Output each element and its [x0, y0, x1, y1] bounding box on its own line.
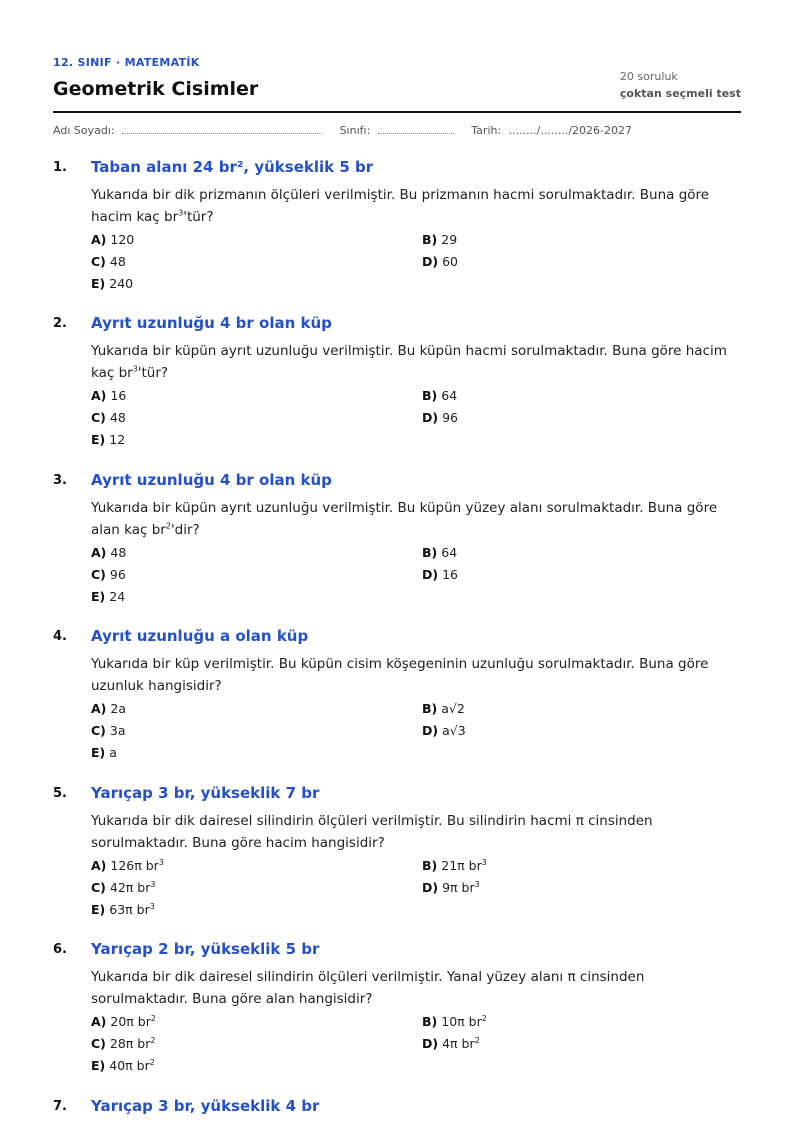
- option-value: 48: [109, 254, 126, 269]
- question-heading: Yarıçap 2 br, yükseklik 5 br: [91, 940, 320, 958]
- option-letter: C): [91, 567, 106, 582]
- answer-option-d[interactable]: [422, 1036, 480, 1051]
- unit-exponent: 3: [132, 364, 138, 374]
- option-letter: C): [91, 880, 106, 895]
- option-letter: A): [91, 232, 107, 247]
- answer-option-d[interactable]: [422, 254, 458, 269]
- question-text: Yukarıda bir dik dairesel silindirin ölçüleri verilmiştir. Bu silindirin hacmi π cinsinden sorulmaktadır. Buna göre hacim hangisidir?: [91, 813, 653, 851]
- name-field[interactable]: [122, 124, 322, 134]
- test-type: çoktan seçmeli test: [619, 87, 741, 100]
- answer-option-c[interactable]: [91, 410, 126, 425]
- name-label: Adı Soyadı:: [53, 124, 115, 137]
- answer-option-e[interactable]: [91, 589, 125, 604]
- question-count: 20 soruluk: [619, 70, 678, 83]
- option-letter: A): [91, 858, 107, 873]
- option-value: 4π br: [442, 1036, 475, 1051]
- option-value: 96: [109, 567, 126, 582]
- unit-exponent: 2: [149, 1057, 155, 1067]
- option-letter: D): [422, 567, 439, 582]
- answer-option-c[interactable]: [91, 723, 126, 738]
- option-value: 42π br: [109, 880, 151, 895]
- answer-option-d[interactable]: [422, 723, 466, 738]
- option-value: 9π br: [442, 880, 475, 895]
- question-number: 2.: [53, 316, 67, 331]
- question-heading: Yarıçap 3 br, yükseklik 7 br: [91, 784, 320, 802]
- answer-option-c[interactable]: [91, 1036, 155, 1051]
- question-text: Yukarıda bir küpün ayrıt uzunluğu verilmiştir. Bu küpün yüzey alanı sorulmaktadır. Buna göre alan kaç $br^2'dir$?: [91, 500, 718, 538]
- answer-option-c[interactable]: [91, 254, 126, 269]
- answer-option-a[interactable]: [91, 388, 126, 403]
- answer-option-b[interactable]: [422, 701, 465, 716]
- option-letter: B): [422, 701, 438, 716]
- option-letter: C): [91, 254, 106, 269]
- option-value: 16: [110, 388, 127, 403]
- class-field[interactable]: [378, 124, 454, 134]
- option-value: 21π br: [441, 858, 482, 873]
- unit-exponent: 3: [178, 208, 184, 218]
- option-value: 29: [441, 232, 458, 247]
- option-value: 24: [109, 589, 126, 604]
- option-letter: E): [91, 589, 106, 604]
- question-text: Yukarıda bir dik dairesel silindirin ölçüleri verilmiştir. Yanal yüzey alanı π cinsinden sorulmaktadır. Buna göre alan hangisidir?: [91, 969, 645, 1007]
- option-letter: C): [91, 723, 106, 738]
- answer-option-b[interactable]: [422, 388, 457, 403]
- question-number: 1.: [53, 160, 67, 175]
- option-value: 12: [109, 432, 126, 447]
- test-meta: [620, 70, 741, 100]
- option-value: a: [109, 745, 117, 760]
- answer-option-b[interactable]: [422, 545, 457, 560]
- option-letter: A): [91, 545, 107, 560]
- option-letter: D): [422, 1036, 439, 1051]
- option-letter: E): [91, 902, 106, 917]
- answer-option-c[interactable]: [91, 567, 126, 582]
- option-letter: B): [422, 388, 438, 403]
- option-value: 10π br: [441, 1014, 482, 1029]
- question-text: Yukarıda bir küp verilmiştir. Bu küpün cisim köşegeninin uzunluğu sorulmaktadır. Buna göre uzunluk hangisidir?: [91, 656, 709, 694]
- option-value: 240: [109, 276, 134, 291]
- option-letter: E): [91, 276, 106, 291]
- unit-exponent: 2: [150, 1035, 156, 1045]
- option-letter: B): [422, 1014, 438, 1029]
- page-title: Geometrik Cisimler: [53, 78, 259, 100]
- option-value: 126π br: [110, 858, 159, 873]
- option-value: 2a: [110, 701, 127, 716]
- unit-exponent: 2: [165, 521, 171, 531]
- unit-exponent: 3: [150, 879, 156, 889]
- answer-option-b[interactable]: [422, 1014, 487, 1029]
- answer-option-a[interactable]: [91, 1014, 156, 1029]
- question-number: 7.: [53, 1099, 67, 1114]
- question-number: 3.: [53, 473, 67, 488]
- option-value: a√3: [442, 723, 466, 738]
- question-heading: Ayrıt uzunluğu 4 br olan küp: [91, 471, 332, 489]
- option-value: 63π br: [109, 902, 150, 917]
- answer-option-c[interactable]: [91, 880, 155, 895]
- unit-exponent: 3: [158, 857, 164, 867]
- answer-option-e[interactable]: [91, 902, 155, 917]
- option-value: 48: [110, 545, 127, 560]
- option-letter: A): [91, 701, 107, 716]
- answer-option-a[interactable]: [91, 232, 134, 247]
- option-letter: B): [422, 858, 438, 873]
- answer-option-a[interactable]: [91, 545, 126, 560]
- answer-option-b[interactable]: [422, 232, 457, 247]
- answer-option-d[interactable]: [422, 880, 480, 895]
- option-letter: D): [422, 723, 439, 738]
- answer-option-a[interactable]: [91, 701, 126, 716]
- option-letter: A): [91, 1014, 107, 1029]
- option-letter: B): [422, 232, 438, 247]
- answer-option-e[interactable]: [91, 745, 117, 760]
- answer-option-e[interactable]: [91, 1058, 155, 1073]
- answer-option-d[interactable]: [422, 567, 458, 582]
- option-value: 20π br: [110, 1014, 151, 1029]
- option-value: 28π br: [109, 1036, 151, 1051]
- option-letter: D): [422, 410, 439, 425]
- answer-option-a[interactable]: [91, 858, 164, 873]
- option-value: 60: [442, 254, 458, 269]
- answer-option-b[interactable]: [422, 858, 487, 873]
- answer-option-d[interactable]: [422, 410, 458, 425]
- header-divider: [53, 111, 741, 113]
- option-value: 120: [110, 232, 135, 247]
- question-heading: Taban alanı 24 br², yükseklik 5 br: [91, 158, 374, 176]
- unit-exponent: 3: [149, 901, 155, 911]
- unit-exponent: 3: [474, 879, 480, 889]
- option-letter: D): [422, 254, 439, 269]
- option-value: 64: [441, 388, 458, 403]
- question-heading: Ayrıt uzunluğu a olan küp: [91, 627, 309, 645]
- option-value: a√2: [441, 701, 465, 716]
- option-letter: B): [422, 545, 438, 560]
- question-number: 5.: [53, 786, 67, 801]
- option-letter: D): [422, 880, 439, 895]
- date-label: Tarih:: [471, 124, 502, 137]
- unit-exponent: 2: [150, 1013, 156, 1023]
- unit-exponent: 2: [474, 1035, 480, 1045]
- option-letter: C): [91, 1036, 106, 1051]
- grade-subject-label: 12. SINIF · MATEMATİK: [53, 56, 200, 69]
- option-value: 64: [441, 545, 458, 560]
- option-value: 40π br: [109, 1058, 150, 1073]
- answer-option-e[interactable]: [91, 276, 133, 291]
- unit-exponent: 3: [481, 857, 487, 867]
- class-label: Sınıfı:: [339, 124, 371, 137]
- option-letter: E): [91, 1058, 106, 1073]
- question-heading: Yarıçap 3 br, yükseklik 4 br: [91, 1097, 320, 1115]
- student-info-row: [53, 124, 741, 137]
- question-heading: Ayrıt uzunluğu 4 br olan küp: [91, 314, 332, 332]
- question-text: Yukarıda bir dik prizmanın ölçüleri verilmiştir. Bu prizmanın hacmi sorulmaktadır. Buna göre hacim kaç $br^3'tür$?: [91, 187, 710, 225]
- answer-option-e[interactable]: [91, 432, 125, 447]
- question-number: 4.: [53, 629, 67, 644]
- option-letter: E): [91, 745, 106, 760]
- option-letter: C): [91, 410, 106, 425]
- unit-exponent: 2: [481, 1013, 487, 1023]
- option-value: 16: [442, 567, 458, 582]
- question-number: 6.: [53, 942, 67, 957]
- option-letter: A): [91, 388, 107, 403]
- option-value: 3a: [109, 723, 126, 738]
- option-value: 48: [109, 410, 126, 425]
- option-letter: E): [91, 432, 106, 447]
- date-value[interactable]: ......../......../2026-2027: [508, 124, 633, 137]
- option-value: 96: [442, 410, 458, 425]
- question-text: Yukarıda bir küpün ayrıt uzunluğu verilmiştir. Bu küpün hacmi sorulmaktadır. Buna göre hacim kaç $br^3'tür$?: [91, 343, 727, 381]
